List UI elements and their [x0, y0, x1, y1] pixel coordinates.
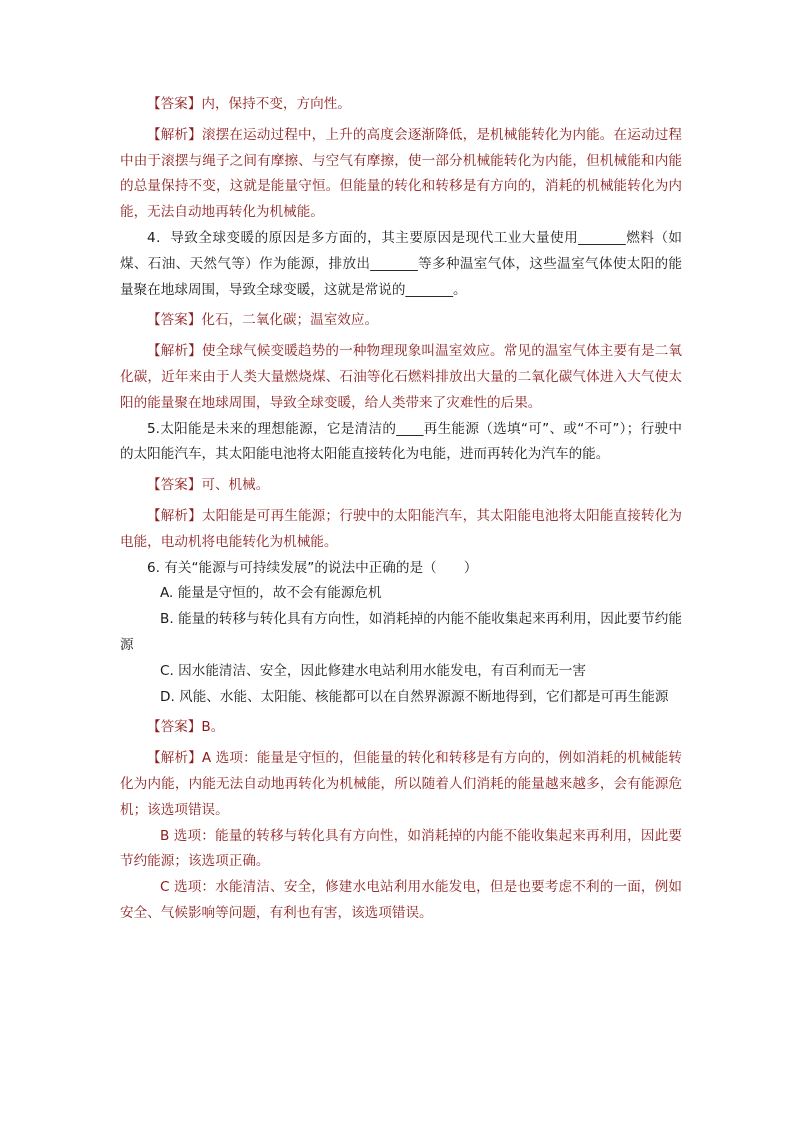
q6-answer: [120, 715, 682, 741]
q6-analysis-a-text: A 选项：能量是守恒的，但能量的转化和转移是有方向的，例如消耗的机械能转化为内能，内能无法自动地再转化为机械能，所以随着人们消耗的能量越来越多，会有能源危机；该选项错误。: [120, 750, 683, 818]
q3-answer: [120, 92, 682, 118]
answer-label: 【答案】: [147, 96, 202, 112]
analysis-label: 【解析】: [147, 126, 202, 143]
analysis-label: 【解析】: [147, 507, 202, 524]
q6-option-b: B. 能量的转移与转化具有方向性，如消耗掉的内能不能收集起来再利用，因此要节约能源: [120, 611, 682, 653]
q3-answer-text: 内，保持不变，方向性。: [201, 96, 351, 112]
q4-question: 4．导致全球变暖的原因是多方面的，其主要原因是现代工业大量使用_______燃料（如煤、石油、天然气等）作为能源，排放出_______等多种温室气体，这些温室气体使太阳的能量聚在地球周围，导致全球变暖，这就是常说的_______。: [120, 229, 682, 298]
analysis-label: 【解析】: [147, 750, 202, 767]
answer-label: 【答案】: [147, 719, 202, 736]
q6-option-c: C. 因水能清洁、安全，因此修建水电站利用水能发电，有百利而无一害: [160, 662, 586, 679]
q5-answer-text: 可、机械。: [201, 477, 270, 494]
q6-analysis-c: C 选项：水能清洁、安全，修建水电站利用水能发电，但是也要考虑不利的一面，例如安全、气候影响等问题，有利也有害，该选项错误。: [120, 879, 682, 921]
q3-analysis-text: 滚摆在运动过程中，上升的高度会逐渐降低，是机械能转化为内能。在运动过程中由于滚摆与绳子之间有摩擦、与空气有摩擦，使一部分机械能转化为内能，但机械能和内能的总量保持不变，这就是能量守恒。但能量的转化和转移是有方向的，消耗的机械能转化为内能，无法自动地再转化为机械能。: [120, 126, 683, 221]
q6-analysis-b: B 选项：能量的转移与转化具有方向性，如消耗掉的内能不能收集起来再利用，因此要节约能源；该选项正确。: [120, 827, 682, 870]
q4-analysis-text: 使全球气候变暖趋势的一种物理现象叫温室效应。常见的温室气体主要有是二氧化碳，近年来由于人类大量燃烧煤、石油等化石燃料排放出大量的二氧化碳气体进入大气使太阳的能量聚在地球周围，导致全球变暖，给人类带来了灾难性的后果。: [120, 343, 683, 411]
q4-answer: [120, 308, 682, 334]
q4-analysis: [120, 339, 682, 416]
q5-answer: [120, 473, 682, 499]
answer-label: 【答案】: [147, 312, 202, 329]
q5-analysis: [120, 504, 682, 556]
q3-analysis: [120, 123, 682, 226]
answer-label: 【答案】: [147, 477, 202, 494]
q6-question: 6. 有关“能源与可持续发展”的说法中正确的是（ ）: [147, 559, 478, 576]
q6-answer-text: B。: [201, 719, 225, 736]
q6-option-a: A. 能量是守恒的，故不会有能源危机: [160, 585, 382, 602]
q6-analysis-a: [120, 746, 682, 823]
document-page: [120, 92, 682, 927]
q5-question: 5.太阳能是未来的理想能源，它是清洁的____再生能源（选填“可”、或“不可”）；行驶中的太阳能汽车，其太阳能电池将太阳能直接转化为电能，进而再转化为汽车的能。: [120, 420, 682, 463]
q4-answer-text: 化石，二氧化碳；温室效应。: [201, 312, 379, 329]
q6-option-d: D. 风能、水能、太阳能、核能都可以在自然界源源不断地得到，它们都是可再生能源: [160, 688, 669, 705]
analysis-label: 【解析】: [147, 343, 202, 360]
q5-analysis-text: 太阳能是可再生能源；行驶中的太阳能汽车，其太阳能电池将太阳能直接转化为电能，电动机将电能转化为机械能。: [120, 507, 683, 550]
